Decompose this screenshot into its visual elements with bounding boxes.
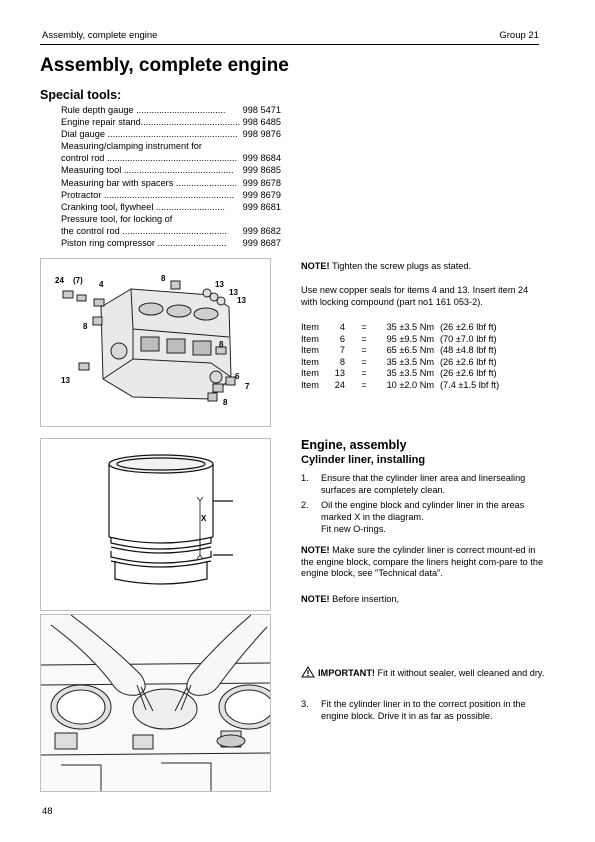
step-number — [301, 524, 321, 536]
callout-label: 8 — [83, 322, 88, 331]
tool-number — [279, 213, 281, 225]
item-number: 13 — [334, 368, 345, 379]
item-number: 24 — [334, 379, 345, 390]
callout-label: 8 — [161, 274, 166, 283]
tool-row — [61, 189, 281, 201]
important-label: IMPORTANT! — [318, 668, 375, 678]
callout-label: 4 — [99, 280, 104, 289]
item-word: Item — [301, 333, 319, 344]
tool-name: Dial gauge ................................................... — [61, 129, 238, 140]
tool-row — [61, 104, 281, 116]
tool-name: Measuring/clamping instrument for — [61, 141, 202, 152]
tool-name: Piston ring compressor ........................... — [61, 238, 227, 249]
item-word: Item — [301, 356, 319, 367]
step-number: 2. — [301, 500, 309, 510]
tool-number: 999 8685 — [242, 165, 281, 176]
tool-name: Pressure tool, for locking of — [61, 213, 173, 224]
callout-label: 13 — [237, 296, 246, 305]
equals: = — [361, 345, 367, 356]
tool-name: Engine repair stand....................................... — [61, 117, 241, 128]
header-rule — [40, 44, 539, 45]
liner-insertion-illustration — [41, 615, 270, 791]
step-text: Oil the engine block and cylinder liner in the areas marked X in the diagram. — [321, 500, 525, 522]
equals: = — [361, 322, 367, 332]
engine-block-figure — [40, 258, 271, 427]
tool-name: Rule depth gauge ................................... — [61, 105, 226, 115]
table-row — [301, 345, 499, 357]
callout-label: 6 — [235, 372, 240, 381]
step-text: Ensure that the cylinder liner area and linersealing surfaces are completely clean. — [321, 473, 526, 495]
step-1 — [301, 473, 546, 496]
item-word: Item — [301, 368, 319, 379]
step-number: 1. — [301, 473, 309, 483]
tool-number: 999 8682 — [242, 225, 281, 236]
step-2 — [301, 500, 546, 523]
torque-lbf: (26 ±2.6 lbf ft) — [440, 356, 497, 367]
running-header-left: Assembly, complete engine — [42, 30, 158, 41]
note-text: Tighten the screw plugs as stated. — [329, 261, 472, 271]
note-before-insertion — [301, 594, 546, 606]
tool-row — [61, 201, 281, 213]
note-liner-mounting — [301, 545, 546, 580]
torque-nm: 35 ±3.5 Nm — [386, 356, 434, 367]
callout-label: 13 — [215, 280, 224, 289]
torque-lbf: (7.4 ±1.5 lbf ft) — [440, 379, 500, 390]
page-number: 48 — [42, 806, 53, 817]
tool-row — [61, 140, 281, 152]
liner-insertion-photo — [40, 614, 271, 792]
torque-nm: 10 ±2.0 Nm — [386, 379, 434, 390]
running-header-right: Group 21 — [499, 30, 539, 41]
note-screw-plugs — [301, 261, 551, 273]
tool-row — [61, 164, 281, 176]
engine-block-illustration — [41, 259, 270, 426]
table-row — [301, 380, 499, 392]
item-number: 6 — [339, 333, 345, 344]
table-row — [301, 357, 499, 369]
callout-label: 13 — [61, 376, 70, 385]
tool-number: 999 8684 — [242, 153, 281, 164]
note-text: Before insertion, — [329, 594, 400, 604]
tool-number: 998 5471 — [242, 105, 281, 115]
cylinder-liner-figure — [40, 438, 271, 611]
tool-name: the control rod ......................................... — [61, 225, 227, 236]
note-label: NOTE! — [301, 545, 330, 555]
special-tools-heading: Special tools: — [40, 88, 122, 102]
section-heading: Engine, assembly — [301, 438, 407, 452]
callout-label: 24 — [55, 276, 64, 285]
table-row — [301, 322, 499, 334]
torque-nm: 65 ±6.5 Nm — [386, 345, 434, 356]
torque-nm: 35 ±3.5 Nm — [386, 368, 434, 379]
item-number: 7 — [339, 345, 345, 356]
equals: = — [361, 333, 367, 344]
tool-name: Measuring bar with spacers ........................ — [61, 177, 238, 188]
item-word: Item — [301, 379, 319, 390]
equals: = — [361, 368, 367, 379]
important-text: Fit it without sealer, well cleaned and dry. — [375, 668, 545, 678]
note-label: NOTE! — [301, 594, 330, 604]
equals: = — [361, 356, 367, 367]
x-dimension-label: X — [201, 514, 207, 523]
torque-lbf: (70 ±7.0 lbf ft) — [440, 333, 497, 344]
torque-nm: 35 ±3.5 Nm — [386, 322, 434, 332]
torque-lbf: (26 ±2.6 lbf ft) — [440, 322, 497, 332]
torque-table — [301, 322, 499, 392]
tool-number: 999 8687 — [242, 238, 281, 249]
callout-label: 7 — [245, 382, 250, 391]
note-text: Make sure the cylinder liner is correct mount-ed in the engine block, compare the liners height com-pare to the engine block, see "Technical data". — [301, 545, 544, 579]
item-number: 8 — [339, 356, 345, 367]
item-word: Item — [301, 345, 319, 356]
warning-triangle-icon — [301, 666, 315, 682]
table-row — [301, 334, 499, 346]
cylinder-liner-illustration — [41, 439, 270, 610]
item-number: 4 — [339, 322, 345, 332]
step-3 — [301, 699, 546, 722]
torque-nm: 95 ±9.5 Nm — [386, 333, 434, 344]
section-subheading: Cylinder liner, installing — [301, 454, 426, 466]
step-text: Fit the cylinder liner in to the correct position in the engine block. Drive it in as far as possible. — [321, 699, 526, 721]
tool-number: 999 8681 — [242, 201, 281, 212]
tool-number: 999 8678 — [242, 177, 281, 188]
tool-row — [61, 152, 281, 164]
torque-lbf: (26 ±2.6 lbf ft) — [440, 368, 497, 379]
tool-name: Measuring tool ........................................... — [61, 165, 234, 176]
special-tools-list — [61, 104, 281, 249]
tool-number: 999 8679 — [242, 189, 281, 200]
tool-name: control rod ................................................... — [61, 153, 238, 164]
important-notice — [301, 666, 546, 682]
equals: = — [361, 379, 367, 390]
item-word: Item — [301, 322, 319, 332]
tool-row — [61, 128, 281, 140]
page-title: Assembly, complete engine — [40, 55, 289, 76]
step-2-continued — [301, 524, 546, 536]
tool-row — [61, 177, 281, 189]
copper-seals-text: Use new copper seals for items 4 and 13. Insert item 24 with locking compound (part no1 161 053-2). — [301, 285, 529, 307]
tool-number: 998 9876 — [242, 129, 281, 140]
tool-number: 998 6485 — [242, 117, 281, 128]
callout-label: 8 — [223, 398, 228, 407]
tool-name: Cranking tool, flywheel ........................... — [61, 201, 225, 212]
tool-name: Protractor ................................................... — [61, 189, 235, 200]
note-label: NOTE! — [301, 261, 330, 271]
callout-label: 8 — [219, 340, 224, 349]
step-text: Fit new O-rings. — [321, 524, 386, 534]
step-number: 3. — [301, 699, 309, 709]
tool-row — [61, 116, 281, 128]
torque-lbf: (48 ±4.8 lbf ft) — [440, 345, 497, 356]
callout-label: (7) — [73, 276, 83, 285]
table-row — [301, 368, 499, 380]
callout-label: 13 — [229, 288, 238, 297]
tool-number — [279, 140, 281, 152]
tool-row — [61, 237, 281, 249]
tool-row — [61, 213, 281, 225]
tool-row — [61, 225, 281, 237]
